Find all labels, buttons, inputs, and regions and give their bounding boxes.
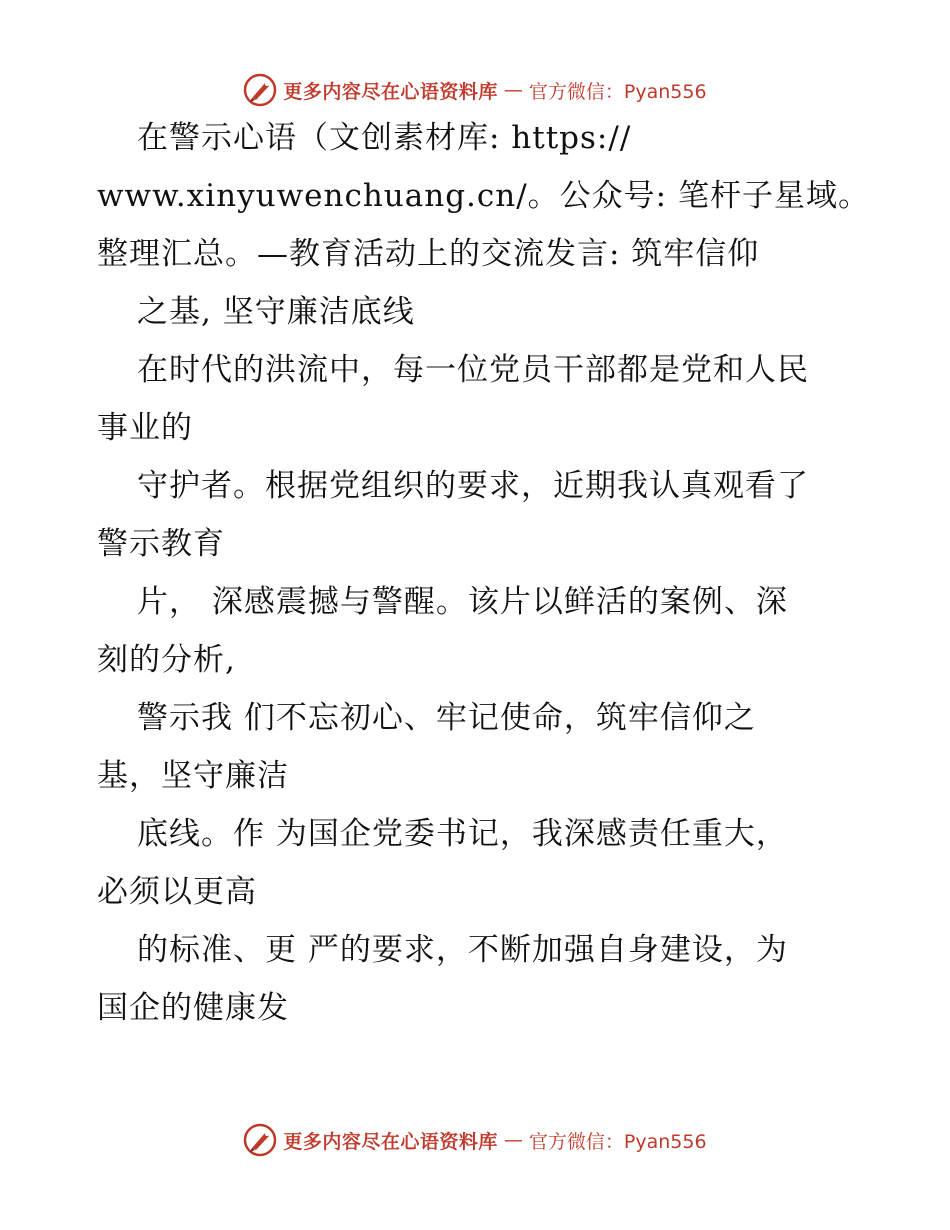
pen-logo-icon bbox=[243, 1123, 277, 1157]
paragraph-line: 底线。作 为国企党委书记，我深感责任重大， bbox=[137, 816, 788, 852]
paragraph-line: 在时代的洪流中，每一位党员干部都是党和人民 bbox=[137, 352, 809, 388]
paragraph-line: 的标准、更 严的要求，不断加强自身建设，为 bbox=[137, 932, 788, 968]
paragraph-line: 在警示心语（文创素材库: https:// bbox=[137, 120, 632, 156]
paragraph-line: 片， 深感震撼与警醒。该片以鲜活的案例、深 bbox=[137, 584, 788, 620]
paragraph-line: 基，坚守廉洁 bbox=[97, 758, 289, 794]
paragraph-line: 警示教育 bbox=[97, 526, 225, 562]
paragraph-line: 刻的分析, bbox=[97, 642, 236, 678]
paragraph-line: 之基, 坚守廉洁底线 bbox=[137, 294, 415, 330]
footer-banner-content bbox=[243, 1123, 706, 1157]
paragraph-line: 整理汇总。—教育活动上的交流发言: 筑牢信仰 bbox=[97, 236, 760, 272]
banner-wechat-id: 官方微信：Pyan556 bbox=[528, 80, 707, 103]
banner-title: 更多内容尽在心语资料库 bbox=[283, 1130, 498, 1153]
banner-separator: — bbox=[503, 79, 523, 101]
paragraph-line: 必须以更高 bbox=[97, 874, 257, 910]
banner-title: 更多内容尽在心语资料库 bbox=[283, 80, 498, 103]
pen-logo-icon bbox=[243, 73, 277, 107]
paragraph-line: 守护者。根据党组织的要求，近期我认真观看了 bbox=[137, 468, 809, 504]
banner-separator: — bbox=[503, 1129, 523, 1151]
footer-banner bbox=[0, 1120, 950, 1160]
banner-wechat-id: 官方微信：Pyan556 bbox=[528, 1130, 707, 1153]
header-banner-content bbox=[243, 73, 706, 107]
paragraph-line: 国企的健康发 bbox=[97, 990, 289, 1026]
paragraph-line: 警示我 们不忘初心、牢记使命，筑牢信仰之 bbox=[137, 700, 756, 736]
header-banner bbox=[0, 70, 950, 110]
paragraph-line: www.xinyuwenchuang.cn/。公众号: 笔杆子星域。 bbox=[97, 178, 870, 214]
paragraph-line: 事业的 bbox=[97, 410, 193, 446]
